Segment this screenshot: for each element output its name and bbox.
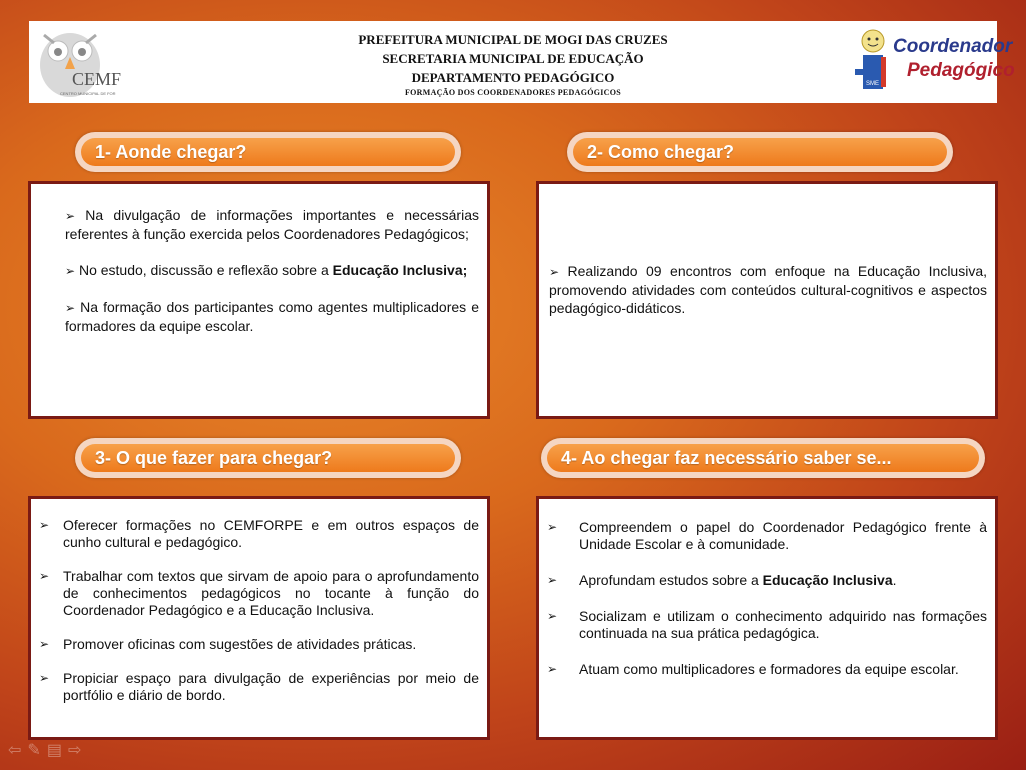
forward-arrow-icon[interactable]: ⇨ bbox=[67, 742, 88, 759]
coordenador-word: Coordenador bbox=[893, 36, 1013, 57]
coordenador-pedagogico-logo bbox=[851, 25, 1015, 99]
section-4-item-4: ➢ Atuam como multiplicadores e formadores da equipe escolar. bbox=[547, 661, 959, 677]
arrow-bullet-icon: ➢ bbox=[547, 662, 558, 676]
section-2-title: 2- Como chegar? bbox=[573, 138, 947, 166]
section-4-item-2: ➢ Aprofundam estudos sobre a Educação Inclusiva. bbox=[547, 572, 897, 588]
section-2-title-pill bbox=[567, 132, 953, 172]
cemf-logo-subtext: CENTRO MUNICIPAL DE FOR bbox=[60, 91, 116, 96]
section-2-list bbox=[549, 262, 987, 317]
section-3-item-1: ➢ Oferecer formações no CEMFORPE e em outros espaços de cunho cultural e pedagógico. bbox=[39, 517, 479, 550]
arrow-bullet-icon: ➢ bbox=[39, 637, 50, 651]
arrow-bullet-icon: ➢ bbox=[39, 671, 50, 685]
pen-icon[interactable]: ✎ bbox=[27, 742, 47, 759]
section-4-item-3: ➢ Socializam e utilizam o conhecimento adquirido nas formações continuada na sua prática pedagógica. bbox=[547, 608, 987, 641]
header-line-3: DEPARTAMENTO PEDAGÓGICO bbox=[411, 70, 615, 85]
arrow-bullet-icon: ➢ bbox=[39, 569, 50, 583]
section-1-box bbox=[28, 181, 490, 419]
section-2-item-1: ➢ Realizando 09 encontros com enfoque na Educação Inclusiva, promovendo atividades com conteúdos cultural-cognitivos e aspectos pedagógico-didáticos. bbox=[549, 263, 987, 316]
section-1-title: 1- Aonde chegar? bbox=[81, 138, 455, 166]
section-1-title-pill bbox=[75, 132, 461, 172]
section-1-list bbox=[65, 206, 479, 335]
header-line-1: PREFEITURA MUNICIPAL DE MOGI DAS CRUZES bbox=[358, 32, 668, 47]
slide-header bbox=[29, 21, 1015, 103]
section-2-box bbox=[536, 181, 998, 419]
arrow-bullet-icon: ➢ bbox=[547, 573, 558, 587]
arrow-bullet-icon: ➢ bbox=[547, 609, 558, 623]
header-line-2: SECRETARIA MUNICIPAL DE EDUCAÇÃO bbox=[382, 51, 644, 66]
menu-icon[interactable]: ▤ bbox=[46, 742, 68, 759]
section-3-item-3: ➢ Promover oficinas com sugestões de atividades práticas. bbox=[39, 636, 417, 652]
section-4-box bbox=[536, 496, 998, 740]
section-3-title-pill bbox=[75, 438, 461, 478]
sme-badge: SME bbox=[866, 81, 880, 87]
arrow-bullet-icon: ➢ bbox=[547, 520, 558, 534]
slideshow-nav bbox=[8, 740, 87, 760]
arrow-bullet-icon: ➢ bbox=[65, 209, 76, 223]
section-4-title-pill bbox=[541, 438, 985, 478]
smiley-pencil-icon bbox=[851, 25, 895, 99]
arrow-bullet-icon: ➢ bbox=[65, 301, 76, 315]
section-4-item-1: ➢ Compreendem o papel do Coordenador Pedagógico frente à Unidade Escolar e à comunidade. bbox=[547, 519, 987, 552]
section-3-box bbox=[28, 496, 490, 740]
header-line-4: FORMAÇÃO DOS COORDENADORES PEDAGÓGICOS bbox=[404, 88, 622, 97]
section-1-item-2: ➢ No estudo, discussão e reflexão sobre a Educação Inclusiva; bbox=[65, 262, 468, 278]
pedagogico-word: Pedagógico bbox=[907, 60, 1015, 81]
section-4-title: 4- Ao chegar faz necessário saber se... bbox=[547, 444, 979, 472]
cemf-logo-text: CEMF bbox=[72, 69, 122, 89]
section-4-list bbox=[539, 519, 987, 678]
back-arrow-icon[interactable]: ⇦ bbox=[8, 742, 28, 759]
section-3-list bbox=[31, 517, 479, 704]
section-3-item-2: ➢ Trabalhar com textos que sirvam de apoio para o aprofundamento de conhecimentos pedagógicos no tocante à função do Coordenador Pedagógico e a Educação Inclusiva. bbox=[39, 568, 479, 618]
arrow-bullet-icon: ➢ bbox=[65, 264, 76, 278]
section-1-item-1: ➢ Na divulgação de informações importantes e necessárias referentes à função exercida pelos Coordenadores Pedagógicos; bbox=[65, 207, 479, 242]
arrow-bullet-icon: ➢ bbox=[39, 518, 50, 532]
section-3-item-4: ➢ Propiciar espaço para divulgação de experiências por meio de portfólio e diário de bordo. bbox=[39, 670, 479, 703]
section-1-item-3: ➢ Na formação dos participantes como agentes multiplicadores e formadores da equipe escolar. bbox=[65, 299, 480, 334]
section-3-title: 3- O que fazer para chegar? bbox=[81, 444, 455, 472]
arrow-bullet-icon: ➢ bbox=[549, 265, 560, 279]
coordenador-logo-text bbox=[893, 35, 1015, 83]
